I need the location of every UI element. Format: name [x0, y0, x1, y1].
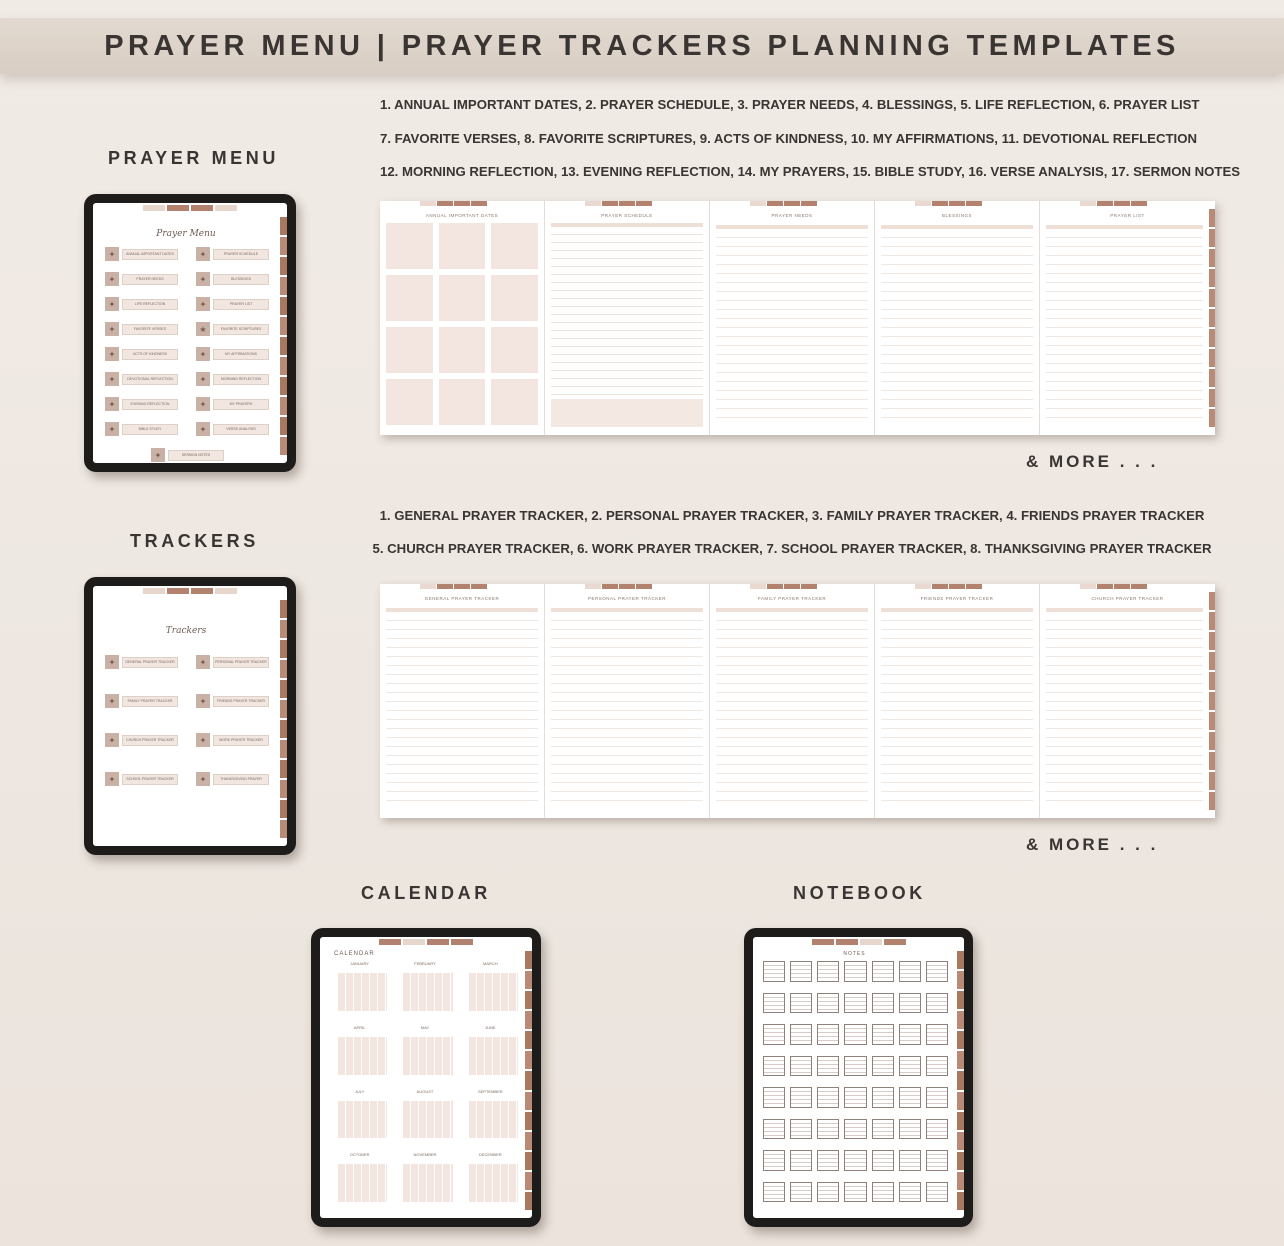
calendar-title: CALENDAR [334, 951, 375, 957]
icon: ✦ [196, 397, 210, 411]
notebook-template[interactable] [790, 1024, 812, 1045]
notebook-template[interactable] [763, 1024, 785, 1045]
notebook-template[interactable] [817, 1150, 839, 1171]
section-title-trackers: TRACKERS [130, 531, 259, 551]
notebook-template[interactable] [763, 1087, 785, 1108]
tracker-button[interactable]: ✦ PERSONAL PRAYER TRACKER [196, 655, 269, 669]
tablet-screen [753, 937, 964, 1218]
tablet-calendar [311, 928, 541, 1227]
notebook-template[interactable] [899, 1119, 921, 1140]
menu-button[interactable]: ★ FAVORITE SCRIPTURES [196, 322, 269, 336]
screen-title: Prayer Menu [156, 229, 216, 239]
prayer-menu-buttons [105, 247, 269, 436]
calendar-month[interactable]: FEBRUARY [397, 961, 452, 1015]
icon: ✦ [105, 772, 119, 786]
menu-button[interactable]: ✦ FAVORITE VERSES [105, 322, 178, 336]
notebook-template[interactable] [763, 1150, 785, 1171]
section-title-prayer-menu: PRAYER MENU [108, 148, 279, 168]
notebook-template[interactable] [817, 1056, 839, 1077]
template-page[interactable]: BLESSINGS [875, 201, 1040, 435]
notebook-template[interactable] [926, 1056, 948, 1077]
notebook-template[interactable] [817, 993, 839, 1014]
icon: ✦ [196, 372, 210, 386]
menu-button[interactable]: ✦ LIFE REFLECTION [105, 297, 178, 311]
notebook-template[interactable] [844, 1024, 866, 1045]
menu-button[interactable]: ✦ PRAYER SCHEDULE [196, 247, 269, 261]
notebook-template[interactable] [844, 1182, 866, 1203]
notebook-template[interactable] [872, 1119, 894, 1140]
calendar-month[interactable]: JANUARY [332, 961, 387, 1015]
notebook-template[interactable] [872, 1150, 894, 1171]
icon: ✦ [105, 655, 119, 669]
calendar-month[interactable]: MARCH [463, 961, 518, 1015]
screen-side-tabs[interactable] [525, 951, 532, 1210]
notebook-template[interactable] [817, 1087, 839, 1108]
notebook-template[interactable] [926, 961, 948, 982]
template-page[interactable]: FAMILY PRAYER TRACKER [710, 584, 875, 818]
prayer-menu-desc-line-1: 1. ANNUAL IMPORTANT DATES, 2. PRAYER SCHEDULE, 3. PRAYER NEEDS, 4. BLESSINGS, 5. LIFE REFLECTION, 6. PRAYER LIST [380, 97, 1200, 112]
notebook-template[interactable] [926, 993, 948, 1014]
notebook-template[interactable] [926, 1024, 948, 1045]
template-page[interactable]: FRIENDS PRAYER TRACKER [875, 584, 1040, 818]
trackers-desc-line-2: 5. CHURCH PRAYER TRACKER, 6. WORK PRAYER TRACKER, 7. SCHOOL PRAYER TRACKER, 8. THANKSGIVING PRAYER TRACKER [372, 541, 1212, 556]
notebook-template[interactable] [844, 1056, 866, 1077]
screen-side-tabs[interactable] [280, 217, 287, 455]
calendar-month[interactable]: JULY [332, 1089, 387, 1143]
prayer-menu-desc-line-2: 7. FAVORITE VERSES, 8. FAVORITE SCRIPTURES, 9. ACTS OF KINDNESS, 10. MY AFFIRMATIONS, 11. DEVOTIONAL REFLECTION [380, 131, 1198, 146]
tablet-prayer-menu [84, 194, 296, 472]
template-page[interactable]: GENERAL PRAYER TRACKER [380, 584, 545, 818]
template-page[interactable]: PRAYER SCHEDULE [545, 201, 710, 435]
calendar-month[interactable]: NOVEMBER [397, 1152, 452, 1206]
template-page[interactable]: PRAYER NEEDS [710, 201, 875, 435]
notebook-template[interactable] [899, 961, 921, 982]
menu-button[interactable]: ✦ PRAYER LIST [196, 297, 269, 311]
notebook-title: NOTES [843, 951, 866, 957]
tablet-screen [320, 937, 532, 1218]
icon: ✦ [196, 655, 210, 669]
notebook-template[interactable] [817, 1182, 839, 1203]
notebook-template[interactable] [763, 1182, 785, 1203]
template-page[interactable]: PERSONAL PRAYER TRACKER [545, 584, 710, 818]
tracker-button[interactable]: ✦ THANKSGIVING PRAYER [196, 772, 269, 786]
menu-button[interactable]: ✦ BIBLE STUDY [105, 422, 178, 436]
notebook-template[interactable] [844, 961, 866, 982]
tracker-button[interactable]: ✦ SCHOOL PRAYER TRACKER [105, 772, 178, 786]
menu-button[interactable]: ✦ MY AFFIRMATIONS [196, 347, 269, 361]
icon: ✦ [196, 694, 210, 708]
notebook-template[interactable] [872, 993, 894, 1014]
tracker-button[interactable]: ✦ FRIENDS PRAYER TRACKER [196, 694, 269, 708]
menu-button[interactable]: ✦ DEVOTIONAL REFLECTION [105, 372, 178, 386]
trackers-more-label: & MORE . . . [1026, 835, 1159, 854]
screen-top-tabs[interactable] [320, 937, 532, 949]
calendar-month[interactable]: JUNE [463, 1025, 518, 1079]
calendar-month[interactable]: OCTOBER [332, 1152, 387, 1206]
header-banner [0, 18, 1284, 74]
notebook-template[interactable] [844, 1087, 866, 1108]
template-page[interactable]: PRAYER LIST [1040, 201, 1215, 435]
icon: ✦ [196, 733, 210, 747]
tracker-button[interactable]: ✦ WORK PRAYER TRACKER [196, 733, 269, 747]
icon: ✦ [105, 372, 119, 386]
prayer-menu-more-label: & MORE . . . [1026, 452, 1159, 471]
menu-button[interactable]: ✦ MY PRAYERS [196, 397, 269, 411]
icon: ✦ [196, 347, 210, 361]
page-title: PRAYER MENU | PRAYER TRACKERS PLANNING TEMPLATES [104, 29, 1180, 62]
sermon-notes-button[interactable]: ✦ SERMON NOTES [151, 448, 224, 462]
menu-button[interactable]: ✦ PRAYER NEEDS [105, 272, 178, 286]
tablet-screen [93, 586, 287, 846]
template-page[interactable]: CHURCH PRAYER TRACKER [1040, 584, 1215, 818]
icon: ✦ [196, 272, 210, 286]
prayer-menu-template-strip [380, 201, 1215, 435]
notebook-template[interactable] [763, 993, 785, 1014]
icon: ✦ [151, 448, 165, 462]
notebook-template[interactable] [872, 1024, 894, 1045]
notebook-template[interactable] [790, 1087, 812, 1108]
screen-side-tabs[interactable] [957, 951, 964, 1210]
notebook-template[interactable] [763, 1119, 785, 1140]
menu-button[interactable]: ✦ VERSE ANALYSIS [196, 422, 269, 436]
menu-button[interactable]: ✦ ACTS OF KINDNESS [105, 347, 178, 361]
calendar-month[interactable]: DECEMBER [463, 1152, 518, 1206]
notebook-template[interactable] [844, 1150, 866, 1171]
section-title-calendar: CALENDAR [361, 883, 491, 903]
tablet-screen [93, 203, 287, 463]
tracker-button[interactable]: ✦ CHURCH PRAYER TRACKER [105, 733, 178, 747]
tracker-button[interactable]: ✦ GENERAL PRAYER TRACKER [105, 655, 178, 669]
icon: ✦ [196, 772, 210, 786]
notebook-template[interactable] [790, 1182, 812, 1203]
menu-button[interactable]: ✦ BLESSINGS [196, 272, 269, 286]
trackers-desc-line-1: 1. GENERAL PRAYER TRACKER, 2. PERSONAL PRAYER TRACKER, 3. FAMILY PRAYER TRACKER, 4. FRIENDS PRAYER TRACKER [379, 508, 1205, 523]
icon: ✦ [105, 247, 119, 261]
notebook-template[interactable] [926, 1087, 948, 1108]
notebook-templates [763, 961, 948, 1208]
tablet-trackers [84, 577, 296, 855]
screen-top-tabs[interactable] [753, 937, 964, 949]
icon: ✦ [105, 347, 119, 361]
notebook-template[interactable] [790, 961, 812, 982]
section-title-notebook: NOTEBOOK [793, 883, 926, 903]
icon: ✦ [105, 733, 119, 747]
calendar-months [332, 961, 518, 1206]
icon: ✦ [105, 694, 119, 708]
notebook-template[interactable] [763, 961, 785, 982]
screen-top-tabs[interactable] [93, 203, 287, 215]
menu-button[interactable]: ✦ ANNUAL IMPORTANT DATES [105, 247, 178, 261]
notebook-template[interactable] [872, 1087, 894, 1108]
calendar-month[interactable]: APRIL [332, 1025, 387, 1079]
calendar-month[interactable]: AUGUST [397, 1089, 452, 1143]
trackers-template-strip [380, 584, 1215, 818]
screen-title: Trackers [165, 626, 207, 636]
icon: ✦ [105, 397, 119, 411]
notebook-template[interactable] [790, 1150, 812, 1171]
notebook-template[interactable] [844, 993, 866, 1014]
screen-side-tabs[interactable] [280, 600, 287, 838]
notebook-template[interactable] [872, 961, 894, 982]
notebook-template[interactable] [790, 1119, 812, 1140]
notebook-template[interactable] [899, 1056, 921, 1077]
prayer-menu-desc-line-3: 12. MORNING REFLECTION, 13. EVENING REFLECTION, 14. MY PRAYERS, 15. BIBLE STUDY, 16. VERSE ANALYSIS, 17. SERMON NOTES [380, 164, 1241, 179]
icon: ✦ [105, 297, 119, 311]
icon: ✦ [105, 422, 119, 436]
notebook-template[interactable] [872, 1056, 894, 1077]
notebook-template[interactable] [763, 1056, 785, 1077]
notebook-template[interactable] [899, 1024, 921, 1045]
icon: ✦ [196, 247, 210, 261]
tablet-notebook [744, 928, 973, 1227]
screen-top-tabs[interactable] [93, 586, 287, 598]
notebook-template[interactable] [926, 1119, 948, 1140]
tracker-button[interactable]: ✦ FAMILY PRAYER TRACKER [105, 694, 178, 708]
notebook-template[interactable] [790, 993, 812, 1014]
notebook-template[interactable] [872, 1182, 894, 1203]
notebook-template[interactable] [899, 1182, 921, 1203]
notebook-template[interactable] [790, 1056, 812, 1077]
icon: ★ [196, 322, 210, 336]
calendar-month[interactable]: SEPTEMBER [463, 1089, 518, 1143]
notebook-template[interactable] [899, 993, 921, 1014]
icon: ✦ [105, 272, 119, 286]
tracker-buttons [105, 655, 269, 786]
icon: ✦ [196, 297, 210, 311]
notebook-template[interactable] [926, 1150, 948, 1171]
icon: ✦ [105, 322, 119, 336]
notebook-template[interactable] [817, 1119, 839, 1140]
template-page[interactable]: ANNUAL IMPORTANT DATES [380, 201, 545, 435]
calendar-month[interactable]: MAY [397, 1025, 452, 1079]
icon: ✦ [196, 422, 210, 436]
notebook-template[interactable] [926, 1182, 948, 1203]
notebook-template[interactable] [844, 1119, 866, 1140]
menu-button[interactable]: ✦ EVENING REFLECTION [105, 397, 178, 411]
notebook-template[interactable] [899, 1150, 921, 1171]
notebook-template[interactable] [817, 1024, 839, 1045]
notebook-template[interactable] [817, 961, 839, 982]
menu-button[interactable]: ✦ MORNING REFLECTION [196, 372, 269, 386]
notebook-template[interactable] [899, 1087, 921, 1108]
